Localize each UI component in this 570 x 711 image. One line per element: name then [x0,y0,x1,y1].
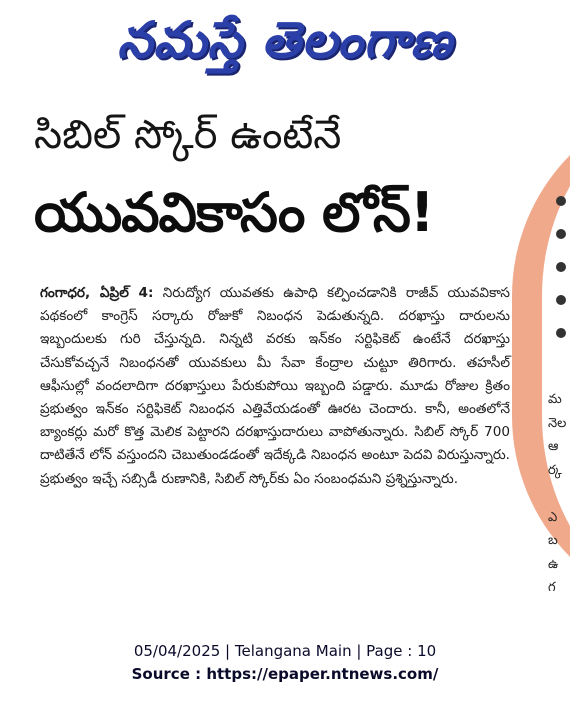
bullet-icon [556,262,566,272]
bullet-icon [556,295,566,305]
side-fragment: ర్క [548,462,562,478]
bullet-icon [556,196,566,206]
side-fragment: బ [548,533,558,548]
newspaper-clipping [0,96,570,631]
side-bullets [556,196,570,361]
side-fragment: నెల [548,415,567,431]
footer-source: Source : https://epaper.ntnews.com/ [131,665,439,683]
side-fragment [548,482,570,506]
side-fragment: గ [548,580,556,595]
masthead [0,0,570,82]
bullet-icon [556,328,566,338]
masthead-logo: నమస్తే తెలంగాణ [117,11,453,69]
article-kicker: సిబిల్ స్కోర్ ఉంటేనే [34,112,342,158]
article-body [40,282,510,491]
article-dateline: గంగాధర, ఏప్రిల్ 4: [40,285,154,301]
bullet-icon [556,229,566,239]
side-fragment: ఆ [548,439,559,454]
side-fragment: ఉ [548,556,559,572]
article-body-text: నిరుద్యోగ యువతకు ఉపాధి కల్పించడానికి రాజీవ్ యువవికాస పథకంలో కాంగ్రెస్ సర్కారు రోజుకో నిబంధన పెడుతున్నది. దరఖాస్తు దారులను ఇబ్బందులకు గురి చేస్తున్నది. నిన్నటి వరకు ఇన్‌కం సర్టిఫికెట్ ఉంటేనే దరఖాస్తు చేసుకోవచ్చనే నిబంధనతో యువకులు మీ సేవా కేంద్రాల చుట్టూ తిరిగారు. తహసీల్ ఆఫీసుల్లో వందలాదిగా దరఖాస్తులు పేరుకుపోయి ఇబ్బంది పడ్డారు. మూడు రోజుల క్రితం ప్రభుత్వం ఇన్‌కం సర్టిఫికెట్ నిబంధన ఎత్తివేయడంతో ఊరట చెందారు. కానీ, అంతలోనే బ్యాంకర్లు మరో కొత్త మెలిక పెట్టారని దరఖాస్తుదారులు వాపోతున్నారు. సిబిల్ స్కోర్ 700 దాటితేనే లోన్ వస్తుందని చెబుతుండడంతో ఇదేక్కడి నిబంధన అంటూ పెదవి విరుస్తున్నారు. ప్రభుత్వం ఇచ్చే సబ్సిడీ రుణానికి, సిబిల్ స్కోర్‌కు ఏం సంబంధమని ప్రశ్నిస్తున్నారు. [40,285,510,487]
side-fragment: ఎ [548,509,558,525]
article-headline: యువవికాసం లోన్! [34,181,434,244]
side-fragment: మ [548,392,562,407]
adjacent-column [548,388,570,600]
page-footer [0,640,570,686]
footer-edition-info: 05/04/2025 | Telangana Main | Page : 10 [133,642,437,660]
